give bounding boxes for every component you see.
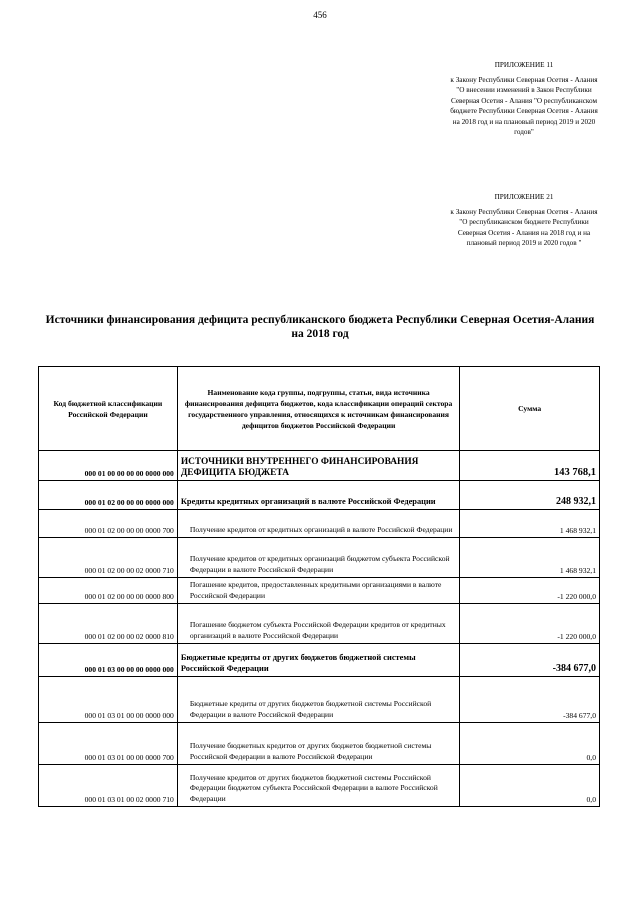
table-header-row: [39, 367, 600, 451]
row-name: Кредиты кредитных организаций в валюте Российской Федерации: [177, 481, 459, 510]
appendix-21-text: к Закону Республики Северная Осетия - Алания "О республиканском бюджете Республики Северная Осетия - Алания на 2018 год и на плановый период 2019 и 2020 годов ": [450, 207, 598, 247]
row-name: Погашение кредитов, предоставленных кредитными организациями в валюте Российской Федерации: [177, 578, 459, 604]
table-row: [39, 481, 600, 510]
row-sum: -384 677,0: [460, 644, 600, 677]
row-code: 000 01 02 00 00 00 0000 700: [39, 510, 178, 538]
table-row: [39, 604, 600, 644]
row-code: 000 01 02 00 00 00 0000 800: [39, 578, 178, 604]
appendix-21-title: ПРИЛОЖЕНИЕ 21: [494, 193, 554, 201]
row-code: 000 01 02 00 00 02 0000 810: [39, 604, 178, 644]
financing-sources-table: [38, 366, 600, 807]
row-name: Получение кредитов от других бюджетов бюджетной системы Российской Федерации бюджетом субъекта Российской Федерации в валюте Российской Федерации: [177, 765, 459, 807]
row-sum: 248 932,1: [460, 481, 600, 510]
table-row: [39, 765, 600, 807]
row-code: 000 01 02 00 00 00 0000 000: [39, 481, 178, 510]
row-name: Получение кредитов от кредитных организаций бюджетом субъекта Российской Федерации в валюте Российской Федерации: [177, 538, 459, 578]
row-code: 000 01 03 01 00 00 0000 000: [39, 677, 178, 723]
row-sum: 143 768,1: [460, 451, 600, 481]
row-name: Получение бюджетных кредитов от других бюджетов бюджетной системы Российской Федерации в валюте Российской Федерации: [177, 723, 459, 765]
row-code: 000 01 03 01 00 00 0000 700: [39, 723, 178, 765]
table-row: [39, 677, 600, 723]
table-row: [39, 510, 600, 538]
row-sum: 0,0: [460, 723, 600, 765]
row-sum: 1 468 932,1: [460, 538, 600, 578]
row-code: 000 01 03 01 00 02 0000 710: [39, 765, 178, 807]
header-code: Код бюджетной классификации Российской Федерации: [39, 367, 178, 451]
row-code: 000 01 02 00 00 02 0000 710: [39, 538, 178, 578]
row-code: 000 01 00 00 00 00 0000 000: [39, 451, 178, 481]
document-title: Источники финансирования дефицита республиканского бюджета Республики Северная Осетия-Алания на 2018 год: [45, 314, 595, 340]
row-sum: -384 677,0: [460, 677, 600, 723]
row-sum: -1 220 000,0: [460, 604, 600, 644]
table-row: [39, 723, 600, 765]
table-row: [39, 644, 600, 677]
row-sum: 0,0: [460, 765, 600, 807]
header-sum: Сумма: [460, 367, 600, 451]
row-name: Получение кредитов от кредитных организаций в валюте Российской Федерации: [177, 510, 459, 538]
page-number: 456: [313, 10, 327, 20]
row-name: Бюджетные кредиты от других бюджетов бюджетной системы Российской Федерации: [177, 644, 459, 677]
row-sum: 1 468 932,1: [460, 510, 600, 538]
table-row: [39, 578, 600, 604]
row-name: Бюджетные кредиты от других бюджетов бюджетной системы Российской Федерации в валюте Российской Федерации: [177, 677, 459, 723]
appendix-11-title: ПРИЛОЖЕНИЕ 11: [494, 61, 554, 69]
table-row: [39, 538, 600, 578]
row-code: 000 01 03 00 00 00 0000 000: [39, 644, 178, 677]
row-name: Погашение бюджетом субъекта Российской Федерации кредитов от кредитных организаций в валюте Российской Федерации: [177, 604, 459, 644]
row-name: ИСТОЧНИКИ ВНУТРЕННЕГО ФИНАНСИРОВАНИЯ ДЕФИЦИТА БЮДЖЕТА: [177, 451, 459, 481]
row-sum: -1 220 000,0: [460, 578, 600, 604]
appendix-11-text: к Закону Республики Северная Осетия - Алания "О внесении изменений в Закон Республики Северная Осетия - Алания "О республиканском бюджете Республики Северная Осетия - Алания на 2018 год и на плановый период 2019 и 2020 годов": [450, 75, 598, 136]
table-row: [39, 451, 600, 481]
header-name: Наименование кода группы, подгруппы, статьи, вида источника финансирования дефицита бюджетов, кода классификации операций сектора государственного управления, относящихся к источникам финансирования дефицитов бюджетов Российской Федерации: [177, 367, 459, 451]
appendix-11: [450, 60, 598, 138]
appendix-21: [450, 192, 598, 249]
